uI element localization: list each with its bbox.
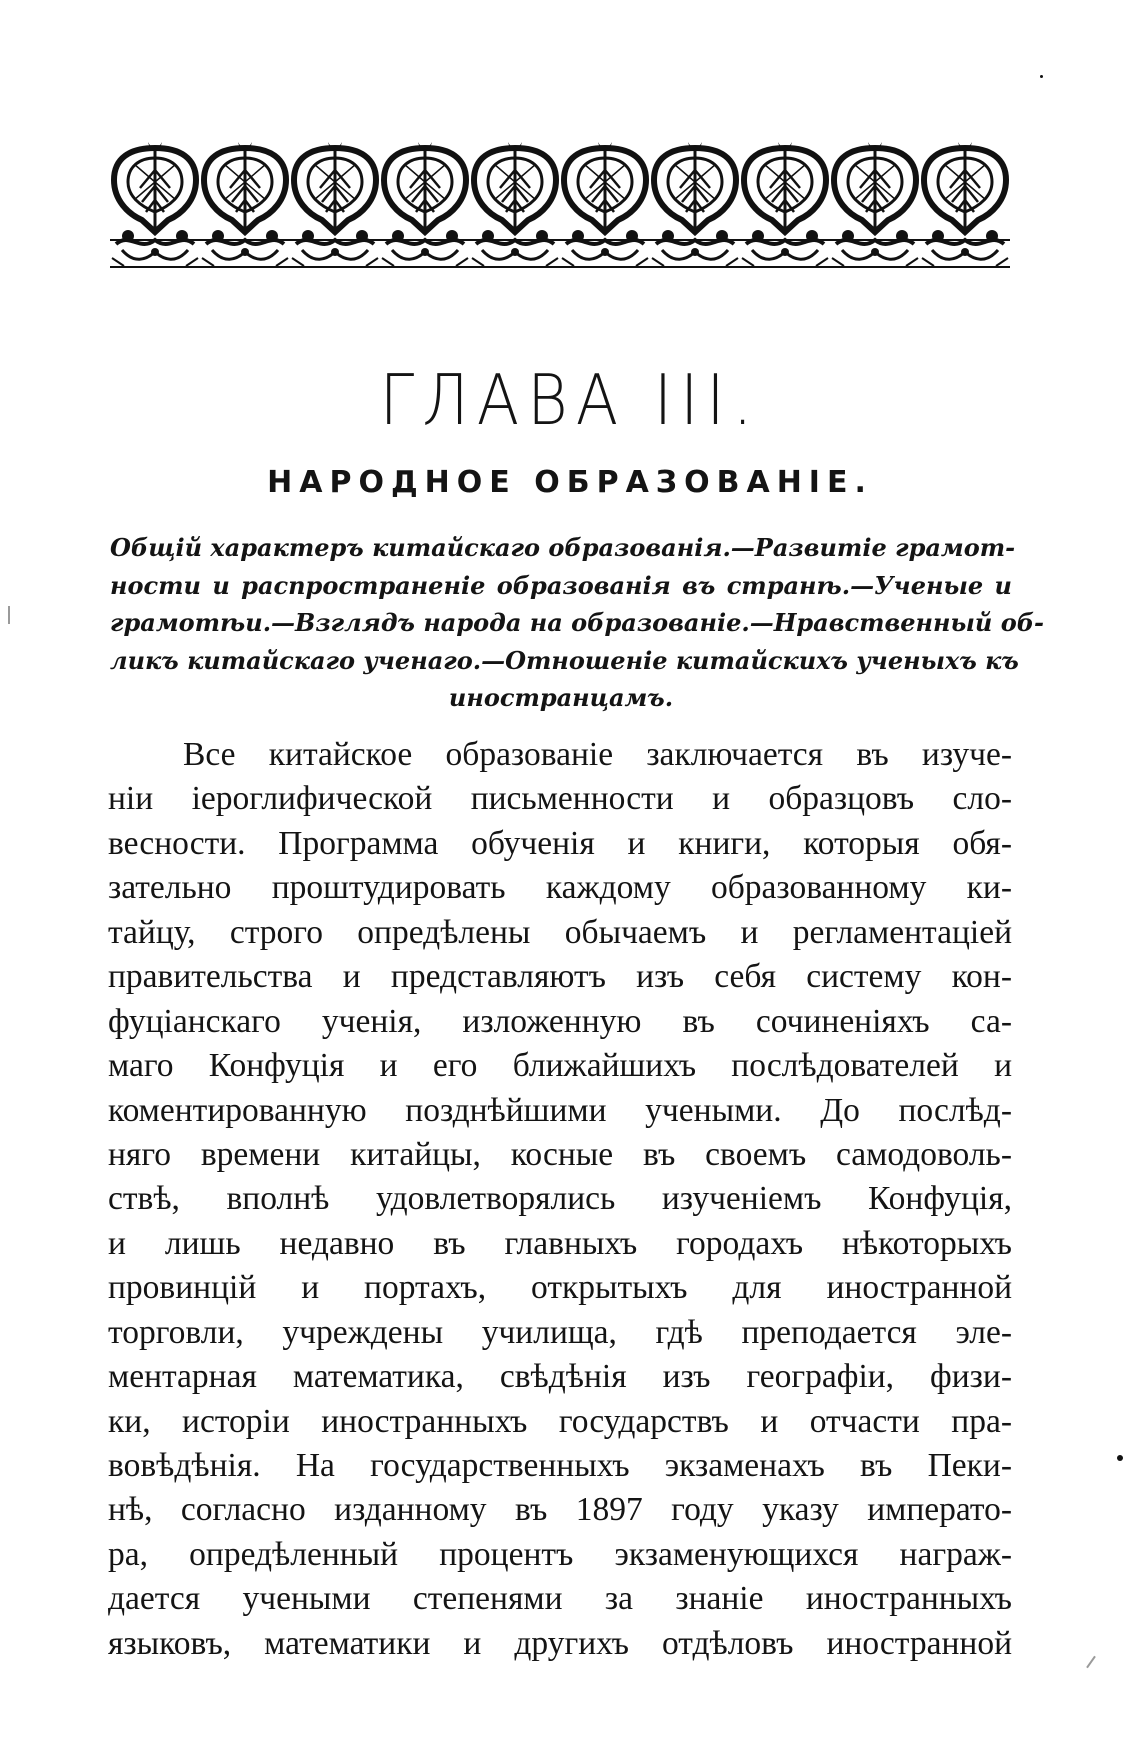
body-line: фуціанскаго ученія, изложенную въ сочиненіяхъ са- [108, 1002, 1012, 1040]
scan-margin-mark [1086, 1656, 1096, 1669]
body-line: ствѣ, вполнѣ удовлетворялись изученіемъ Конфуція, [108, 1180, 1012, 1218]
body-line: торговли, учреждены училища, гдѣ преподается эле- [108, 1313, 1012, 1351]
scan-margin-mark [8, 606, 10, 624]
body-line: правительства и представляютъ изъ себя систему кон- [108, 958, 1012, 996]
body-line: Все китайское образованіе заключается въ изуче- [183, 736, 1012, 773]
body-line: весности. Программа обученія и книги, которыя обя- [108, 824, 1012, 862]
body-line: ки, исторіи иностранныхъ государствъ и отчасти пра- [108, 1402, 1012, 1440]
body-line: няго времени китайцы, косные въ своемъ самодоволь- [108, 1135, 1012, 1173]
scan-speck [1117, 1455, 1123, 1461]
body-line: вовѣдѣнія. На государственныхъ экзаменахъ въ Пеки- [108, 1447, 1012, 1484]
body-line: коментированную позднѣйшими учеными. До послѣд- [108, 1091, 1012, 1129]
chapter-summary [110, 529, 1045, 717]
body-line: ра, опредѣленный процентъ экзаменующихся награж- [108, 1535, 1012, 1573]
chapter-title: ГЛАВА III. [379, 359, 761, 442]
ornamental-header-band [110, 140, 1010, 268]
body-line: зательно проштудировать каждому образованному ки- [108, 869, 1012, 907]
body-paragraph [108, 733, 1012, 1666]
body-line: ментарная математика, свѣдѣнія изъ географіи, физи- [108, 1358, 1012, 1396]
body-line: провинцій и портахъ, открытыхъ для иностранной [108, 1269, 1012, 1307]
summary-line: ликъ китайскаго ученаго.—Отношеніе китайскихъ ученыхъ къ [110, 645, 1019, 675]
summary-line: иностранцамъ. [448, 683, 674, 712]
body-line: тайцу, строго опредѣлены обычаемъ и регламентаціей [108, 913, 1012, 951]
summary-line: грамотѣи.—Взглядъ народа на образованіе.—Нравственный об- [110, 608, 1045, 637]
scan-speck [1040, 75, 1043, 78]
body-line: дается учеными степенями за знаніе иностранныхъ [108, 1580, 1012, 1618]
section-title: НАРОДНОЕ ОБРАЗОВАНІЕ. [267, 465, 873, 500]
summary-line: ности и распространеніе образованія въ странѣ.—Ученые и [110, 570, 1012, 600]
body-line: языковъ, математики и другихъ отдѣловъ иностранной [108, 1624, 1012, 1662]
body-line: и лишь недавно въ главныхъ городахъ нѣкоторыхъ [108, 1224, 1012, 1262]
body-line: маго Конфуція и его ближайшихъ послѣдователей и [108, 1047, 1012, 1085]
body-line: ніи іероглифической письменности и образцовъ сло- [108, 780, 1012, 818]
summary-line: Общій характеръ китайскаго образованія.—Развитіе грамот- [110, 533, 1016, 562]
body-line: нѣ, согласно изданному въ 1897 году указу императо- [108, 1491, 1012, 1529]
